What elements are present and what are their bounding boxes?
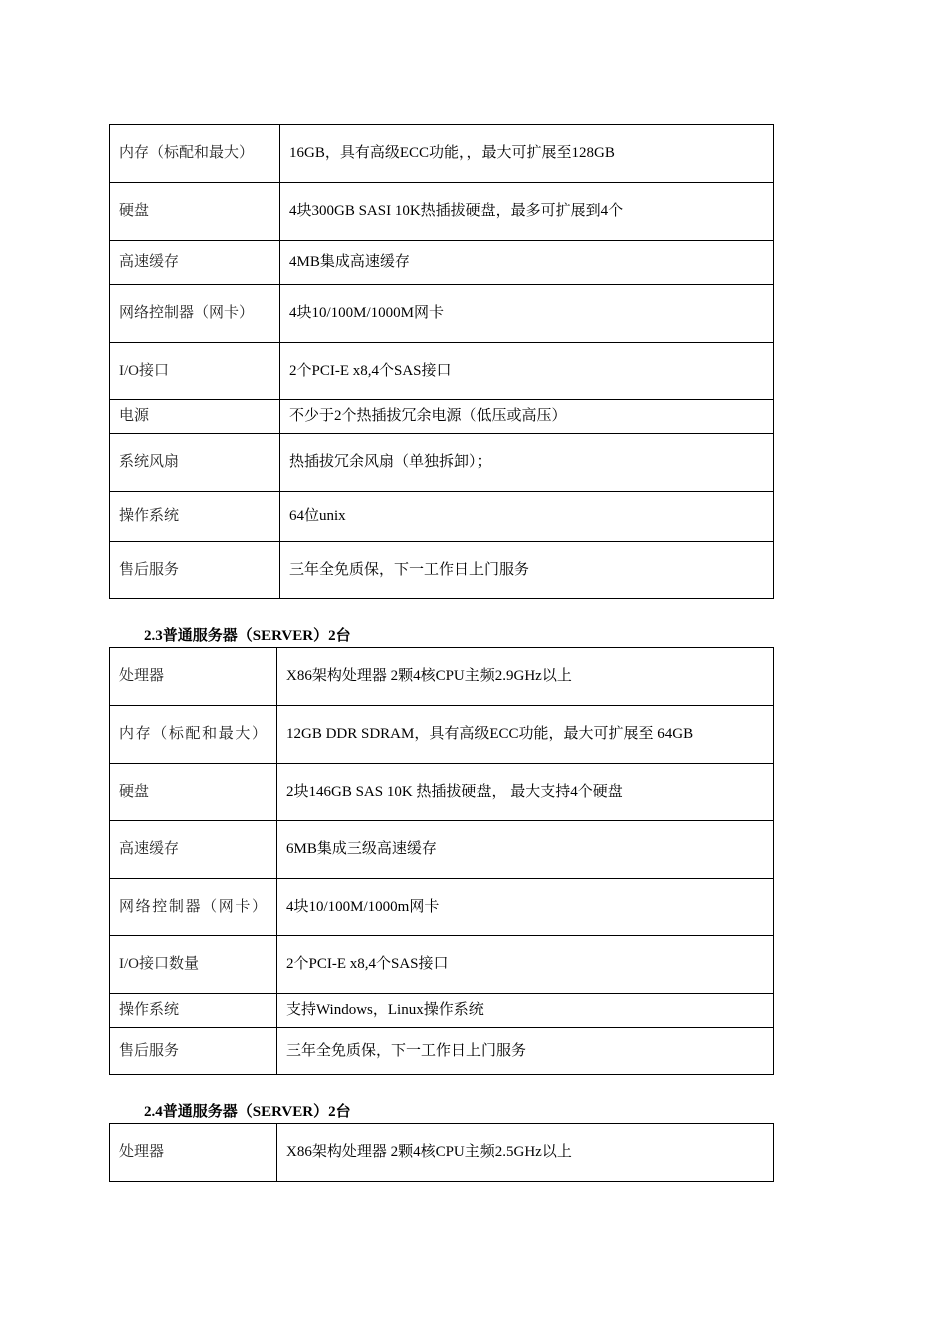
spec-label: 网络控制器（网卡） (110, 879, 277, 936)
spec-value: 2块146GB SAS 10K 热插拔硬盘， 最大支持4个硬盘 (277, 764, 774, 821)
table-row (110, 285, 774, 343)
spec-value: X86架构处理器 2颗4核CPU主频2.9GHz以上 (277, 648, 774, 706)
spec-label: 售后服务 (110, 1028, 277, 1075)
spec-label: 硬盘 (110, 183, 280, 241)
spec-label: 高速缓存 (110, 241, 280, 285)
spec-value: 热插拔冗余风扇（单独拆卸）； (280, 434, 774, 492)
table-row (110, 1124, 774, 1182)
spec-label: 处理器 (110, 648, 277, 706)
spec-label: 操作系统 (110, 994, 277, 1028)
table-row (110, 241, 774, 285)
table-row (110, 648, 774, 706)
table-row (110, 821, 774, 879)
table-row (110, 542, 774, 599)
spec-value: 16GB，具有高级ECC功能，，最大可扩展至128GB (280, 125, 774, 183)
table-row (110, 434, 774, 492)
table-row (110, 706, 774, 764)
table-row (110, 936, 774, 994)
spec-value: 三年全免质保，下一工作日上门服务 (280, 542, 774, 599)
spec-table-2 (109, 647, 774, 1075)
spec-label: 系统风扇 (110, 434, 280, 492)
spec-value: 4块300GB SASI 10K热插拔硬盘，最多可扩展到4个 (280, 183, 774, 241)
spec-table-1 (109, 124, 774, 599)
spec-value: X86架构处理器 2颗4核CPU主频2.5GHz以上 (277, 1124, 774, 1182)
spec-value: 支持Windows，Linux操作系统 (277, 994, 774, 1028)
spec-value: 4块10/100M/1000m网卡 (277, 879, 774, 936)
spec-label: 高速缓存 (110, 821, 277, 879)
spec-value: 2个PCI-E x8,4个SAS接口 (277, 936, 774, 994)
spec-value: 4MB集成高速缓存 (280, 241, 774, 285)
table-row (110, 1028, 774, 1075)
spec-value: 12GB DDR SDRAM，具有高级ECC功能，最大可扩展至 64GB (277, 706, 774, 764)
spec-label: 售后服务 (110, 542, 280, 599)
table-row (110, 492, 774, 542)
spec-label: 内存（标配和最大） (110, 125, 280, 183)
table-row (110, 764, 774, 821)
spec-value: 6MB集成三级高速缓存 (277, 821, 774, 879)
spec-value: 64位unix (280, 492, 774, 542)
section-heading-2-4: 2.4普通服务器（SERVER）2台 (144, 1104, 351, 1120)
spec-label: I/O接口 (110, 343, 280, 400)
spec-label: 处理器 (110, 1124, 277, 1182)
table-row (110, 343, 774, 400)
spec-label: 电源 (110, 400, 280, 434)
spec-value: 4块10/100M/1000M网卡 (280, 285, 774, 343)
table-row (110, 125, 774, 183)
spec-label: 网络控制器（网卡） (110, 285, 280, 343)
spec-label: 硬盘 (110, 764, 277, 821)
spec-value: 2个PCI-E x8,4个SAS接口 (280, 343, 774, 400)
spec-value: 三年全免质保，下一工作日上门服务 (277, 1028, 774, 1075)
table-row (110, 183, 774, 241)
table-row (110, 879, 774, 936)
spec-label: 操作系统 (110, 492, 280, 542)
table-row (110, 994, 774, 1028)
spec-value: 不少于2个热插拔冗余电源（低压或高压） (280, 400, 774, 434)
table-row (110, 400, 774, 434)
spec-table-3 (109, 1123, 774, 1182)
section-heading-2-3: 2.3普通服务器（SERVER）2台 (144, 628, 351, 644)
spec-label: I/O接口数量 (110, 936, 277, 994)
spec-label: 内存（标配和最大） (110, 706, 277, 764)
